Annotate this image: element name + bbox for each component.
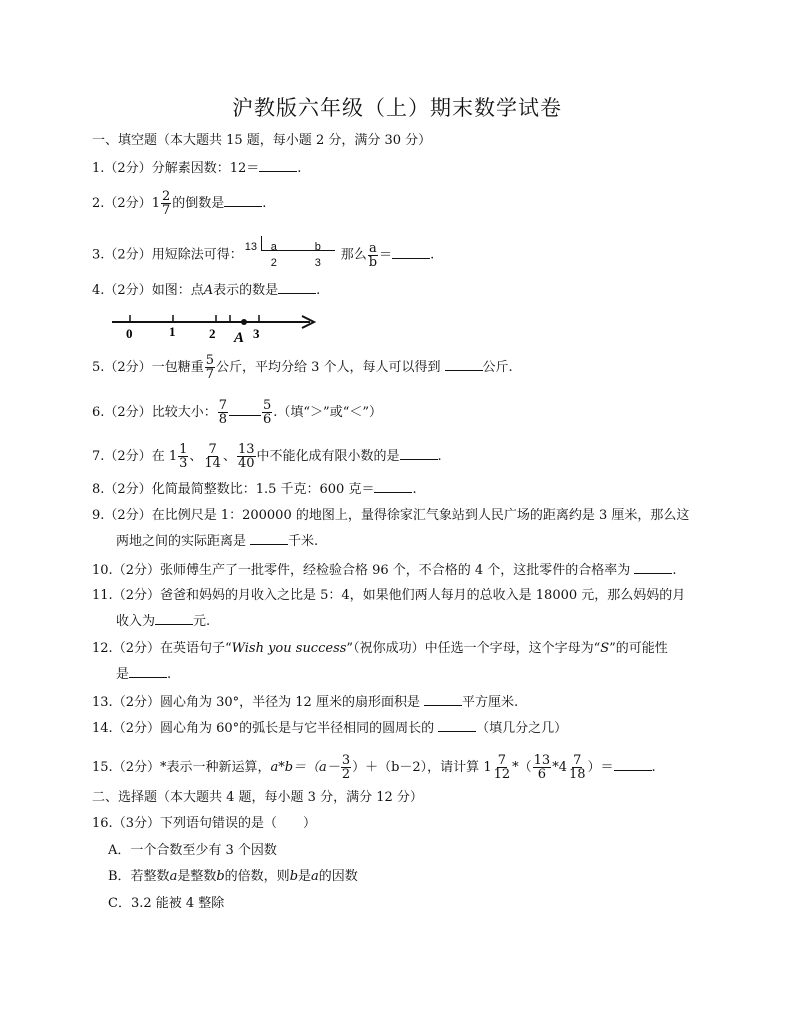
- q7-fraction-3: [237, 443, 256, 470]
- q5-fraction: [205, 354, 215, 381]
- question-11-cont: [116, 612, 210, 631]
- question-10: [92, 561, 676, 580]
- q4-score: （2分）: [104, 283, 152, 298]
- q7-fraction-1: [178, 443, 188, 470]
- q12-text3: ”的可能性: [609, 641, 668, 656]
- q5-score: （2分）: [104, 360, 152, 375]
- q1-number: 1.: [92, 161, 105, 176]
- q5-denominator: 7: [205, 367, 214, 382]
- q2-whole: 1: [151, 196, 160, 211]
- q15-denominator-4: 18: [568, 767, 586, 782]
- q11-number: 11.: [92, 588, 113, 603]
- q9-blank: [250, 532, 288, 545]
- page-title: 沪教版六年级（上）期末数学试卷: [232, 96, 562, 120]
- q16-optb-text2: 是整数: [177, 869, 217, 884]
- q15-score: （2分）: [112, 760, 160, 775]
- q8-number: 8.: [92, 482, 105, 497]
- q4-text2: 表示的数是: [213, 283, 279, 298]
- q3-quotient-2: 3: [314, 257, 321, 269]
- q4-blank: [278, 281, 316, 294]
- question-9: [92, 507, 689, 525]
- q6-denominator-2: 6: [262, 412, 272, 427]
- q12-text: 在英语句子“: [159, 641, 232, 656]
- question-16: [92, 815, 316, 833]
- q7-text2: 中不能化成有限小数的是: [256, 449, 400, 464]
- question-5: [92, 354, 513, 381]
- q10-number: 10.: [92, 563, 113, 578]
- q6-numerator-1: 7: [218, 398, 227, 413]
- q13-text2: 平方厘米.: [461, 695, 519, 710]
- q10-text: 张师傅生产了一批零件，经检验合格 96 个，不合格的 4 个，这批零件的合格率为: [159, 563, 631, 578]
- q1-score: （2分）: [104, 161, 152, 176]
- q3-number: 3.: [92, 247, 105, 263]
- question-11: [92, 587, 685, 605]
- q12-score: （2分）: [112, 641, 160, 656]
- question-7: [92, 443, 442, 470]
- q15-numerator-3: 13: [533, 753, 551, 768]
- number-line: [112, 312, 322, 344]
- q15-numerator-2: 7: [497, 753, 506, 768]
- q6-numerator-2: 5: [262, 398, 272, 413]
- q3-blank: [392, 246, 430, 259]
- q7-blank: [400, 447, 438, 460]
- question-2: [92, 190, 266, 217]
- q9-text: 在比例尺是 1：200000 的地图上，量得徐家汇气象站到人民广场的距离约是 3 厘米，那么这: [151, 508, 690, 523]
- q12-end: .: [167, 667, 172, 682]
- q12-blank: [129, 665, 167, 678]
- q3-fraction: [368, 242, 378, 269]
- q16-option-a: A．一个合数至少有 3 个因数: [108, 843, 277, 858]
- q13-score: （2分）: [112, 695, 160, 710]
- q7-end: .: [437, 449, 442, 464]
- q12-letter: S: [600, 641, 610, 656]
- q4-point-name: A: [203, 283, 214, 298]
- q7-fraction-2: [203, 443, 222, 470]
- q6-text: 比较大小：: [151, 405, 217, 420]
- q8-blank: [374, 480, 412, 493]
- point-a-dot: [241, 319, 247, 325]
- q16-option-c: C．3.2 能被 4 整除: [108, 896, 225, 911]
- q2-fraction: [161, 190, 171, 217]
- q3-frac-numerator: a: [369, 240, 377, 256]
- q5-text3: 公斤.: [482, 360, 513, 375]
- q5-numerator: 5: [205, 353, 214, 368]
- q15-expression-3: *（: [512, 760, 532, 775]
- q9-number: 9.: [92, 508, 105, 523]
- q5-number: 5.: [92, 360, 105, 375]
- q15-fraction-2: [493, 754, 512, 781]
- q3-short-division: [245, 240, 337, 270]
- q11-score: （2分）: [112, 588, 160, 603]
- q15-expression-4: *4: [552, 760, 567, 775]
- q12-text4: 是: [116, 667, 130, 682]
- q16-optb-var-b2: b: [289, 869, 299, 884]
- question-12-cont: [116, 665, 171, 684]
- question-3: [92, 240, 434, 270]
- q16-option-b: [108, 868, 358, 886]
- q15-end: .: [651, 760, 656, 775]
- q14-blank: [438, 719, 476, 732]
- q10-score: （2分）: [112, 563, 160, 578]
- q3-dividend-a: a: [270, 241, 277, 253]
- q6-denominator-1: 8: [218, 412, 227, 427]
- q9-score: （2分）: [104, 508, 152, 523]
- q2-text: 的倒数是: [172, 196, 225, 211]
- question-14: [92, 719, 567, 738]
- q6-fraction-1: [218, 399, 228, 426]
- q14-number: 14.: [92, 721, 113, 736]
- q15-number: 15.: [92, 760, 113, 775]
- label-a: A: [234, 330, 245, 344]
- q3-score: （2分）: [104, 247, 152, 263]
- q6-score: （2分）: [104, 405, 152, 420]
- q10-blank: [634, 561, 672, 574]
- q16-text: 下列语句错误的是（ ）: [159, 816, 316, 831]
- q4-number: 4.: [92, 283, 105, 298]
- question-8: [92, 480, 417, 499]
- q2-denominator: 7: [161, 203, 171, 218]
- q15-text: *表示一种新运算，: [159, 760, 271, 775]
- q16-optb-text5: 的因数: [318, 869, 358, 884]
- q3-quotient-1: 2: [270, 257, 277, 269]
- q15-numerator-1: 3: [341, 753, 351, 768]
- q7-denominator-2: 14: [204, 456, 221, 471]
- q16-optb-var-b: b: [216, 869, 225, 884]
- question-6: [92, 399, 382, 426]
- q16-optb-text1: B．若整数: [108, 869, 170, 884]
- q2-numerator: 2: [161, 189, 171, 204]
- q7-denominator-3: 40: [237, 456, 255, 471]
- q1-blank: [259, 159, 297, 172]
- q12-english-sentence: Wish you success: [231, 641, 347, 656]
- q6-text2: .（填“＞”或“＜”）: [273, 405, 382, 420]
- q13-text: 圆心角为 30°，半径为 12 厘米的扇形面积是: [159, 695, 420, 710]
- section1-heading: 一、填空题（本大题共 15 题，每小题 2 分，满分 30 分）: [92, 133, 432, 148]
- q7-denominator-1: 3: [179, 456, 188, 471]
- q15-numerator-4: 7: [573, 753, 582, 768]
- q13-blank: [424, 693, 462, 706]
- question-13: [92, 693, 518, 712]
- q16-optb-text4: 是: [298, 869, 312, 884]
- label-3: 3: [253, 326, 260, 341]
- q7-numerator-1: 1: [179, 442, 188, 457]
- q15-denominator-3: 6: [537, 767, 547, 782]
- q8-end: .: [412, 482, 417, 497]
- q16-optb-var-a: a: [169, 869, 178, 884]
- q13-number: 13.: [92, 695, 113, 710]
- q3-divisor: 13: [244, 241, 257, 253]
- q11-text: 爸爸和妈妈的月收入之比是 5：4，如果他们两人每月的总收入是 18000 元，那么妈妈的月: [159, 588, 686, 603]
- q7-separator-1: 、: [189, 449, 203, 464]
- question-1: [92, 159, 301, 178]
- q15-denominator-2: 12: [493, 767, 511, 782]
- q16-optb-var-a2: a: [311, 869, 319, 884]
- q2-number: 2.: [92, 196, 105, 211]
- q14-text2: （填几分之几）: [476, 721, 568, 736]
- q1-text: 分解素因数：12＝: [151, 161, 260, 176]
- q11-blank: [155, 612, 193, 625]
- q5-text2: 公斤，平均分给 3 个人，每人可以得到: [215, 360, 441, 375]
- question-4: [92, 281, 320, 300]
- q5-blank: [445, 358, 483, 371]
- q12-text2: ”（祝你成功）中任选一个字母，这个字母为“: [346, 641, 601, 656]
- q1-end: .: [297, 161, 302, 176]
- q16-number: 16.: [92, 816, 113, 831]
- q4-end: .: [316, 283, 321, 298]
- q15-expression-5: ）＝: [587, 760, 614, 775]
- question-15: [92, 754, 656, 781]
- q2-end: .: [262, 196, 267, 211]
- q8-text: 化简最简整数比：1.5 千克：600 克＝: [151, 482, 375, 497]
- q7-number: 7.: [92, 449, 105, 464]
- q14-text: 圆心角为 60°的弧长是与它半径相同的圆周长的: [159, 721, 435, 736]
- q7-separator-2: 、: [222, 449, 236, 464]
- q3-text: 用短除法可得：: [151, 247, 243, 263]
- q5-text: 一包糖重: [151, 360, 204, 375]
- q3-text2: 那么: [340, 247, 367, 263]
- label-0: 0: [126, 326, 133, 341]
- q16-optb-text3: 的倍数，则: [224, 869, 290, 884]
- section2-heading: 二、选择题（本大题共 4 题，每小题 3 分，满分 12 分）: [92, 790, 423, 805]
- q14-score: （2分）: [112, 721, 160, 736]
- q7-numerator-2: 7: [208, 442, 217, 457]
- q15-blank: [614, 758, 652, 771]
- q15-expression-2: ）＋（b－2），请计算 1: [352, 760, 492, 775]
- q10-end: .: [672, 563, 677, 578]
- q4-text: 如图：点: [151, 283, 204, 298]
- q2-score: （2分）: [104, 196, 152, 211]
- q6-number: 6.: [92, 405, 105, 420]
- q3-end: .: [430, 247, 435, 263]
- q8-score: （2分）: [104, 482, 152, 497]
- question-12: [92, 640, 668, 658]
- q15-fraction-1: [341, 754, 351, 781]
- label-1: 1: [169, 324, 176, 339]
- q11-text2: 收入为: [116, 614, 156, 629]
- question-9-cont: [116, 532, 318, 551]
- label-2: 2: [209, 326, 216, 341]
- q11-text3: 元.: [193, 614, 211, 629]
- q3-division-bar-vertical: [261, 236, 262, 250]
- q15-fraction-4: [568, 754, 587, 781]
- q3-equals: ＝: [379, 247, 393, 263]
- q7-score: （2分）: [104, 449, 152, 464]
- q9-text3: 千米.: [288, 534, 319, 549]
- q6-fraction-2: [262, 399, 272, 426]
- q7-text: 在 1: [151, 449, 178, 464]
- q2-blank: [224, 194, 262, 207]
- q3-dividend-b: b: [314, 241, 321, 253]
- q9-text2: 两地之间的实际距离是: [116, 534, 247, 549]
- q15-expression-1: a*b＝（a－: [270, 760, 340, 775]
- q3-frac-denominator: b: [368, 254, 378, 270]
- q15-fraction-3: [533, 754, 552, 781]
- q6-blank: [229, 403, 261, 416]
- q7-numerator-3: 13: [237, 442, 255, 457]
- q16-score: （3分）: [112, 816, 160, 831]
- q12-number: 12.: [92, 641, 113, 656]
- q15-denominator-1: 2: [341, 767, 351, 782]
